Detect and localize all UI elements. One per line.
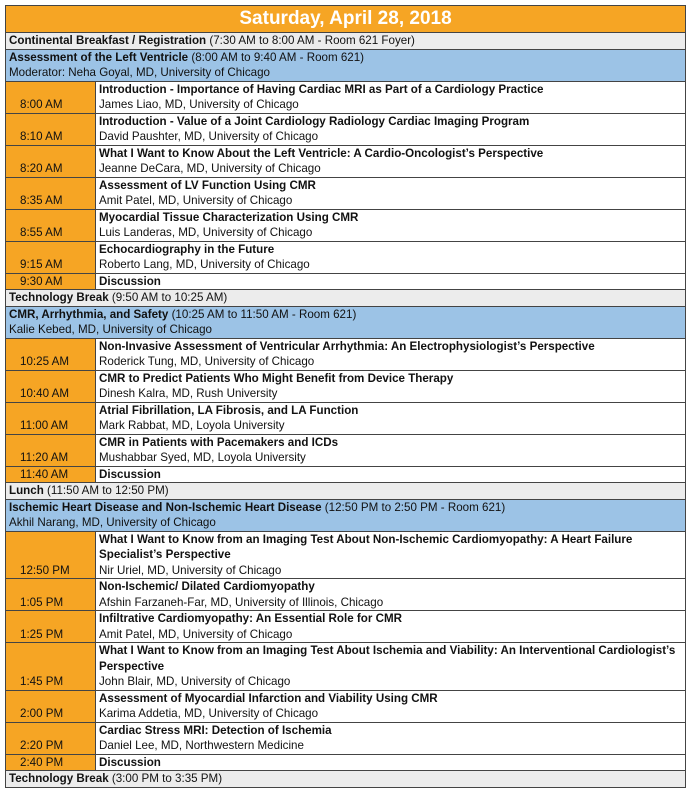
lunch-detail: (11:50 AM to 12:50 PM)	[43, 484, 169, 497]
day-title: Saturday, April 28, 2018	[6, 6, 686, 33]
discussion-time: 9:30 AM	[6, 273, 96, 290]
discussion-row	[6, 273, 686, 290]
break-label: Technology Break	[9, 772, 109, 785]
talk-time: 2:20 PM	[6, 722, 96, 754]
talk-row	[6, 579, 686, 611]
talk-row	[6, 177, 686, 209]
breakfast-detail: (7:30 AM to 8:00 AM - Room 621 Foyer)	[206, 34, 415, 47]
discussion-time: 2:40 PM	[6, 754, 96, 771]
talk-time: 9:15 AM	[6, 241, 96, 273]
talk-speaker: Nir Uriel, MD, University of Chicago	[99, 563, 282, 577]
breakfast-row	[6, 33, 686, 50]
talk-title: What I Want to Know About the Left Ventricle: A Cardio-Oncologist’s Perspective	[99, 146, 544, 160]
session-title: Assessment of the Left Ventricle	[9, 50, 189, 64]
discussion-label: Discussion	[99, 467, 161, 481]
talk-speaker: John Blair, MD, University of Chicago	[99, 675, 291, 688]
breakfast-label: Continental Breakfast / Registration	[9, 34, 207, 47]
talk-row	[6, 690, 686, 722]
talk-row	[6, 145, 686, 177]
talk-speaker: Dinesh Kalra, MD, Rush University	[99, 387, 278, 400]
talk-title: Introduction - Value of a Joint Cardiology Radiology Cardiac Imaging Program	[99, 114, 530, 128]
lunch-label: Lunch	[9, 484, 44, 497]
break-detail: (3:00 PM to 3:35 PM)	[108, 772, 223, 785]
session-detail: (12:50 PM to 2:50 PM - Room 621)	[321, 500, 506, 514]
talk-speaker: Roderick Tung, MD, University of Chicago	[99, 355, 315, 368]
talk-time: 1:25 PM	[6, 611, 96, 643]
talk-title: Non-Ischemic/ Dilated Cardiomyopathy	[99, 580, 315, 593]
talk-time: 11:00 AM	[6, 402, 96, 434]
talk-speaker: Roberto Lang, MD, University of Chicago	[99, 258, 310, 271]
break-row	[6, 290, 686, 307]
talk-speaker: Mark Rabbat, MD, Loyola University	[99, 419, 285, 432]
talk-speaker: Luis Landeras, MD, University of Chicago	[99, 226, 313, 239]
talk-title: Cardiac Stress MRI: Detection of Ischemia	[99, 723, 332, 737]
talk-row	[6, 611, 686, 643]
discussion-label: Discussion	[99, 755, 161, 769]
talk-time: 12:50 PM	[6, 531, 96, 579]
talk-title: Infiltrative Cardiomyopathy: An Essential Role for CMR	[99, 612, 402, 625]
talk-title: Myocardial Tissue Characterization Using CMR	[99, 210, 359, 224]
talk-row	[6, 209, 686, 241]
talk-row	[6, 241, 686, 273]
talk-title: Assessment of Myocardial Infarction and Viability Using CMR	[99, 691, 438, 705]
talk-time: 1:45 PM	[6, 643, 96, 691]
schedule-table	[5, 5, 686, 788]
talk-time: 8:20 AM	[6, 145, 96, 177]
session-title: Ischemic Heart Disease and Non-Ischemic Heart Disease	[9, 500, 322, 514]
session-header	[6, 49, 686, 81]
talk-time: 8:10 AM	[6, 113, 96, 145]
talk-speaker: Daniel Lee, MD, Northwestern Medicine	[99, 739, 304, 752]
discussion-label: Discussion	[99, 274, 161, 288]
talk-time: 1:05 PM	[6, 579, 96, 611]
talk-title: What I Want to Know from an Imaging Test About Non-Ischemic Cardiomyopathy: A Heart Failure Specialist’s Perspective	[99, 532, 633, 561]
session-header	[6, 499, 686, 531]
talk-time: 8:55 AM	[6, 209, 96, 241]
talk-row	[6, 722, 686, 754]
session-moderator: Moderator: Neha Goyal, MD, University of Chicago	[9, 66, 270, 79]
discussion-time: 11:40 AM	[6, 466, 96, 483]
talk-row	[6, 338, 686, 370]
talk-row	[6, 370, 686, 402]
discussion-row	[6, 754, 686, 771]
talk-title: Assessment of LV Function Using CMR	[99, 178, 316, 192]
session-moderator: Kalie Kebed, MD, University of Chicago	[9, 323, 212, 336]
session-title: CMR, Arrhythmia, and Safety	[9, 307, 169, 321]
break-detail: (9:50 AM to 10:25 AM)	[108, 291, 228, 304]
talk-time: 8:35 AM	[6, 177, 96, 209]
talk-row	[6, 81, 686, 113]
talk-time: 10:40 AM	[6, 370, 96, 402]
talk-speaker: Afshin Farzaneh-Far, MD, University of Illinois, Chicago	[99, 595, 384, 609]
talk-time: 10:25 AM	[6, 338, 96, 370]
talk-time: 2:00 PM	[6, 690, 96, 722]
lunch-row	[6, 483, 686, 500]
talk-row	[6, 402, 686, 434]
talk-time: 8:00 AM	[6, 81, 96, 113]
talk-title: CMR in Patients with Pacemakers and ICDs	[99, 435, 339, 449]
talk-speaker: Karima Addetia, MD, University of Chicago	[99, 707, 319, 720]
talk-speaker: Jeanne DeCara, MD, University of Chicago	[99, 162, 321, 175]
session-header	[6, 306, 686, 338]
talk-speaker: David Paushter, MD, University of Chicago	[99, 130, 319, 143]
talk-speaker: Amit Patel, MD, University of Chicago	[99, 194, 293, 207]
talk-title: Introduction - Importance of Having Cardiac MRI as Part of a Cardiology Practice	[99, 82, 544, 96]
schedule	[5, 5, 685, 788]
talk-title: Echocardiography in the Future	[99, 242, 275, 256]
break-label: Technology Break	[9, 291, 109, 304]
talk-row	[6, 643, 686, 691]
session-detail: (8:00 AM to 9:40 AM - Room 621)	[188, 50, 365, 64]
session-detail: (10:25 AM to 11:50 AM - Room 621)	[168, 307, 357, 321]
talk-row	[6, 113, 686, 145]
talk-row	[6, 531, 686, 579]
discussion-row	[6, 466, 686, 483]
talk-title: Atrial Fibrillation, LA Fibrosis, and LA Function	[99, 403, 359, 417]
day-header	[6, 6, 686, 33]
talk-title: CMR to Predict Patients Who Might Benefit from Device Therapy	[99, 371, 454, 385]
talk-time: 11:20 AM	[6, 434, 96, 466]
session-moderator: Akhil Narang, MD, University of Chicago	[9, 516, 216, 529]
talk-speaker: Amit Patel, MD, University of Chicago	[99, 627, 293, 641]
talk-row	[6, 434, 686, 466]
talk-speaker: James Liao, MD, University of Chicago	[99, 98, 299, 111]
talk-title: Non-Invasive Assessment of Ventricular Arrhythmia: An Electrophysiologist’s Perspective	[99, 339, 595, 353]
talk-speaker: Mushabbar Syed, MD, Loyola University	[99, 451, 306, 464]
talk-title: What I Want to Know from an Imaging Test About Ischemia and Viability: An Interventional Cardiologist’s Perspective	[99, 644, 676, 673]
break-row	[6, 771, 686, 788]
